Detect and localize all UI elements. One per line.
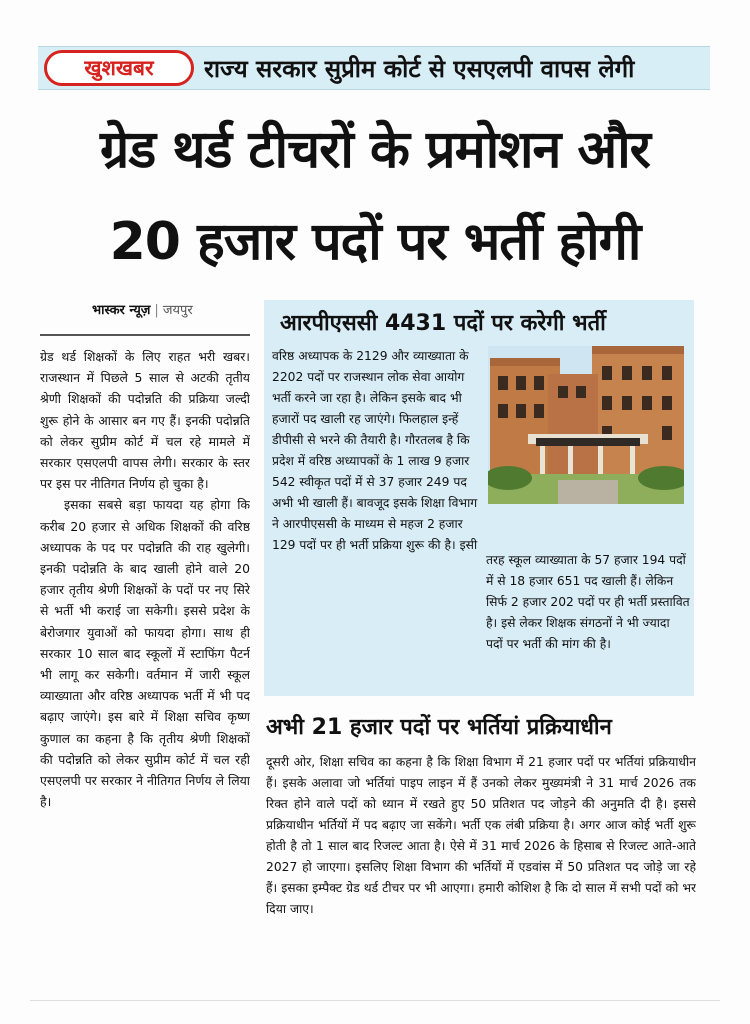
byline-source: भास्कर न्यूज़	[92, 303, 151, 318]
headline	[30, 104, 720, 290]
byline-separator: |	[154, 303, 159, 318]
rpsc-box-column-1: वरिष्ठ अध्यापक के 2129 और व्याख्याता के 2202 पदों पर राजस्थान लोक सेवा आयोग भर्ती करने जा रहा है। लेकिन इसके बाद भी हजारों पद खाली रह जाएंगे। फिलहाल इन्हें डीपीसी से भरने की तैयारी है। गौरतलब है कि प्रदेश में वरिष्ठ अध्यापकों के 1 लाख 9 हजार 542 स्वीकृत पदों में से 37 हजार 249 पद अभी भी खाली हैं। बावजूद इसके शिक्षा विभाग ने आरपीएससी के माध्यम से महज 2 हजार 129 पदों पर ही भर्ती प्रक्रिया शुरू की है। इसी	[272, 349, 478, 552]
section-2-title: अभी 21 हजार पदों पर भर्तियां प्रक्रियाधीन	[266, 715, 612, 740]
byline-city: जयपुर	[162, 303, 193, 318]
school-building-illustration	[488, 346, 684, 504]
column-rule	[40, 334, 250, 336]
left-column-text	[40, 346, 250, 982]
byline	[92, 300, 252, 322]
left-paragraph-2: इसका सबसे बड़ा फायदा यह होगा कि करीब 20 हजार से अधिक शिक्षकों की वरिष्ठ अध्यापक के पद पर पदोन्नति की राह खुलेगी। इनकी पदोन्नति के बाद खाली होने वाले 20 हजार तृतीय श्रेणी शिक्षकों के पदों पर नए सिरे से भर्ती भी कराई जा सकेगी। इससे प्रदेश के बेरोजगार युवाओं को फायदा होगा। साथ ही सरकार 10 साल बाद स्कूलों में स्टाफिंग पैटर्न भी लागू कर सकेगी। वर्तमान में जारी स्कूल व्याख्याता और वरिष्ठ अध्यापक भर्ती में भी पद बढ़ाए जाएंगे। इस बारे में शिक्षा सचिव कृष्ण कुणाल का कहना है कि तृतीय श्रेणी शिक्षकों की पदोन्नति को लेकर सुप्रीम कोर्ट में चल रही एसएलपी पर सरकार ने नीतिगत निर्णय ले लिया है।	[40, 497, 250, 810]
rpsc-box-column-2: तरह स्कूल व्याख्याता के 57 हजार 194 पदों में से 18 हजार 651 पद खाली हैं। लेकिन सिर्फ 2 हजार 202 पदों पर ही भर्ती प्रस्तावित है। इसे लेकर शिक्षक संगठनों ने भी ज्यादा पदों पर भर्ती की मांग की है।	[486, 553, 690, 651]
left-paragraph-1: ग्रेड थर्ड शिक्षकों के लिए राहत भरी खबर। राजस्थान में पिछले 5 साल से अटकी तृतीय श्रेणी शिक्षकों की पदोन्नति की प्रक्रिया जल्दी शुरू होने के आसार बन गए हैं। इनकी पदोन्नति को लेकर सुप्रीम कोर्ट में चल रहे मामले में सरकार एसएलपी वापस लेगी। सरकार के स्तर पर इस पर नीतिगत निर्णय हो चुका है।	[40, 349, 250, 492]
school-building-photo	[488, 346, 684, 504]
kicker-text: राज्य सरकार सुप्रीम कोर्ट से एसएलपी वापस लेगी	[204, 55, 635, 83]
rpsc-box-title: आरपीएससी 4431 पदों पर करेगी भर्ती	[280, 311, 606, 336]
kicker-badge: खुशखबर	[44, 50, 194, 86]
section-2-body: दूसरी ओर, शिक्षा सचिव का कहना है कि शिक्षा विभाग में 21 हजार पदों पर भर्तियां प्रक्रियाधीन हैं। इसके अलावा जो भर्तियां पाइप लाइन में हैं उनको लेकर मुख्यमंत्री ने 31 मार्च 2026 तक रिक्त होने वाले पदों को ध्यान में रखते हुए 50 प्रतिशत पद जोड़ने की अनुमति दी है। इससे प्रक्रियाधीन भर्तियों में पद बढ़ाए जा सकेंगे। भर्ती एक लंबी प्रक्रिया है। अगर आज कोई भर्ती शुरू होती है तो 1 साल बाद रिजल्ट आता है। ऐसे में 31 मार्च 2026 के हिसाब से रिजल्ट आते-आते 2027 हो जाएगा। इसलिए शिक्षा विभाग की भर्तियों में एडवांस में 50 प्रतिशत पद जोड़े जा रहे हैं। इसका इम्पैक्ट ग्रेड थर्ड टीचर पर भी आएगा। हमारी कोशिश है कि दो साल में सभी पदों को भर दिया जाए।	[266, 755, 696, 916]
bottom-rule	[30, 1000, 720, 1001]
headline-line-2: 20 हजार पदों पर भर्ती होगी	[109, 212, 641, 272]
headline-line-1: ग्रेड थर्ड टीचरों के प्रमोशन और	[100, 120, 650, 180]
